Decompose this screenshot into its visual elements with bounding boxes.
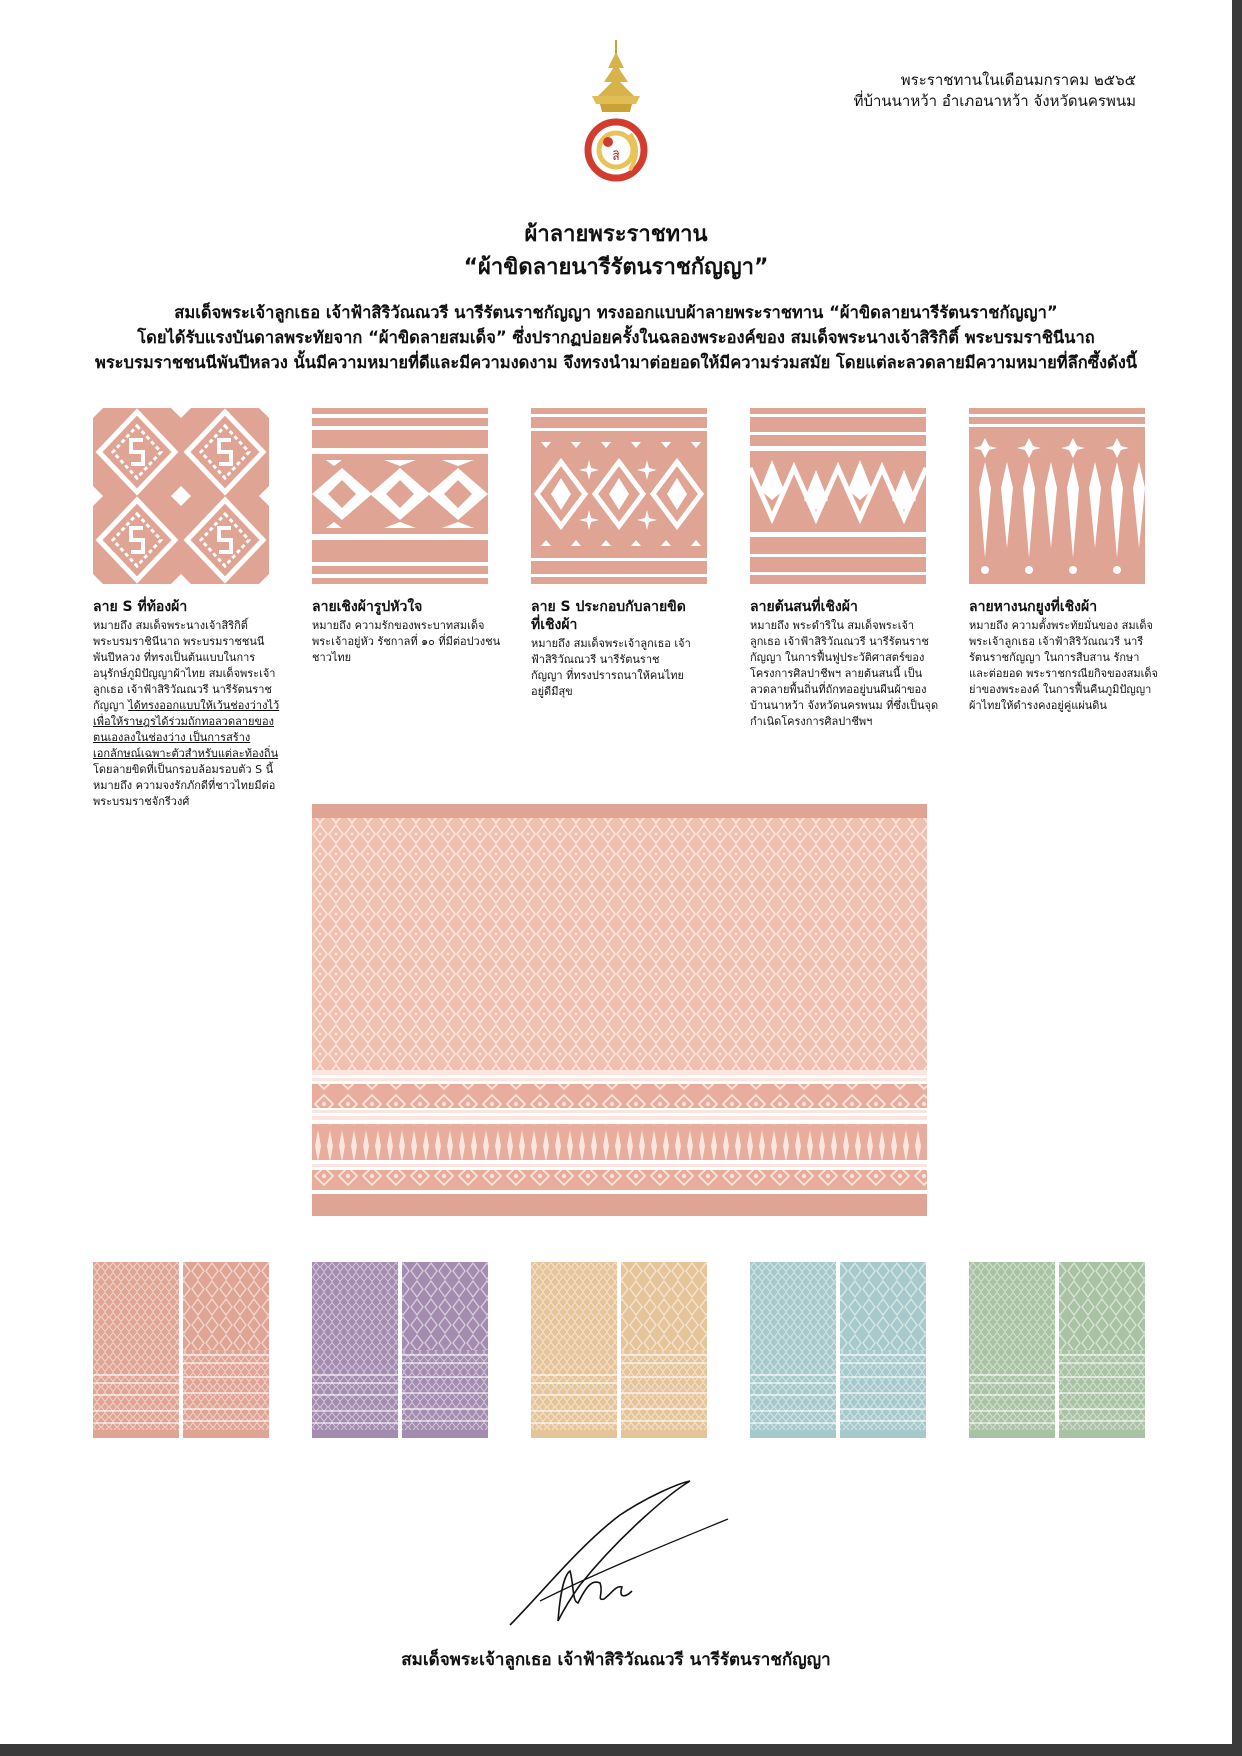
signer-name: สมเด็จพระเจ้าลูกเธอ เจ้าฟ้าสิริวัณณวรี นารีรัตนราชกัญญา <box>401 1650 831 1670</box>
pattern-text <box>93 618 283 810</box>
pattern-swatch-heart-border <box>312 408 488 584</box>
pattern-desc-heart-border <box>312 598 502 666</box>
pattern-title: ลายหางนกยูงที่เชิงผ้า <box>969 599 1098 615</box>
date-location <box>854 70 1136 112</box>
pattern-text-part: หมายถึง สมเด็จพระนางเจ้าสิริกิติ์ พระบรมราชินีนาถ พระบรมราชชนนีพันปีหลวง ที่ทรงเป็นต้นแบบในการอนุรักษ์ภูมิปัญญาผ้าไทย สมเด็จพระเจ้าลูกเธอ เจ้าฟ้าสิริวัณณวรี นารีรัตนราชกัญญา <box>93 619 276 712</box>
colorway-swatch-blue <box>750 1262 926 1438</box>
document-title <box>0 218 1232 284</box>
pattern-title: ลายต้นสนที่เชิงผ้า <box>750 599 858 615</box>
pattern-text-underlined: ได้ทรงออกแบบให้เว้นช่องว่างไว้ เพื่อให้ราษฎรได้ร่วมถักทอลวดลายของตนเองลงในช่องว่าง เป็นการสร้างเอกลักษณ์เฉพาะตัวสำหรับแต่ละท้องถิ่น <box>93 699 280 760</box>
intro-line-2: โดยได้รับแรงบันดาลพระทัยจาก “ผ้าขิดลายสมเด็จ” ซึ่งปรากฏบ่อยครั้งในฉลองพระองค์ของ สมเด็จพระนางเจ้าสิริกิติ์ พระบรมราชินีนาถ <box>137 328 1095 347</box>
signature-icon <box>500 1475 740 1635</box>
pattern-desc-s-body <box>93 598 283 810</box>
title-line-2: “ผ้าขิดลายนารีรัตนราชกัญญา” <box>463 255 769 280</box>
pattern-text: หมายถึง พระดำริใน สมเด็จพระเจ้าลูกเธอ เจ้าฟ้าสิริวัณณวรี นารีรัตนราชกัญญา ในการฟื้นฟูประวัติศาสตร์ของโครงการศิลปาชีพฯ ลายต้นสนนี้ เป็นลวดลายพื้นถิ่นที่ถักทออยู่บนผืนผ้าของบ้านนาหว้า จังหวัดนครพนม ที่ซึ่งเป็นจุดกำเนิดโครงการศิลปาชีพฯ <box>750 619 939 728</box>
pattern-text: หมายถึง ความรักของพระบาทสมเด็จพระเจ้าอยู่หัว รัชกาลที่ ๑๐ ที่มีต่อปวงชนชาวไทย <box>312 619 501 664</box>
pattern-swatch-peacock-border <box>969 408 1145 584</box>
pattern-desc-pine-border <box>750 598 940 730</box>
royal-emblem-icon <box>578 38 654 190</box>
pattern-text-part: โดยลายขิดที่เป็นกรอบล้อมรอบตัว S นี้ หมายถึง ความจงรักภักดีที่ชาวไทยมีต่อพระบรมราชจักรีวงศ์ <box>93 763 276 808</box>
pattern-text: หมายถึง สมเด็จพระเจ้าลูกเธอ เจ้าฟ้าสิริวัณณวรี นารีรัตนราชกัญญา ที่ทรงปรารถนาให้คนไทยอยู่ดีมีสุข <box>531 637 691 698</box>
intro-line-3: พระบรมราชชนนีพันปีหลวง นั้นมีความหมายที่ดีและมีความงดงาม จึงทรงนำมาต่อยอดให้มีความร่วมสมัย โดยแต่ละลวดลายมีความหมายที่ลึกซึ้งดังนี้ <box>94 353 1138 372</box>
pattern-swatch-s-khit-border <box>531 408 707 584</box>
colorway-swatch-green <box>969 1262 1145 1438</box>
pattern-swatch-pine-border <box>750 408 926 584</box>
colorway-swatch-pink <box>93 1262 269 1438</box>
intro-line-1: สมเด็จพระเจ้าลูกเธอ เจ้าฟ้าสิริวัณณวรี นารีรัตนราชกัญญา ทรงออกแบบผ้าลายพระราชทาน “ผ้าขิดลายนารีรัตนราชกัญญา” <box>174 303 1058 322</box>
pattern-title: ลายเชิงผ้ารูปหัวใจ <box>312 599 423 615</box>
pattern-title: ลาย S ประกอบกับลายขิดที่เชิงผ้า <box>531 599 686 633</box>
date-line: พระราชทานในเดือนมกราคม ๒๕๖๕ <box>900 71 1136 89</box>
pattern-desc-peacock-border <box>969 598 1159 714</box>
colorway-swatch-purple <box>312 1262 488 1438</box>
full-fabric-pattern <box>312 804 927 1216</box>
emblem-letters: สิ <box>612 149 620 163</box>
pattern-swatch-s-body <box>93 408 269 584</box>
pattern-title: ลาย S ที่ท้องผ้า <box>93 599 188 615</box>
colorway-swatch-yellow <box>531 1262 707 1438</box>
intro-paragraph <box>70 300 1162 375</box>
title-line-1: ผ้าลายพระราชทาน <box>524 222 708 247</box>
pattern-text: หมายถึง ความตั้งพระทัยมั่นของ สมเด็จพระเจ้าลูกเธอ เจ้าฟ้าสิริวัณณวรี นารีรัตนราชกัญญา ในการสืบสาน รักษาและต่อยอด พระราชกรณียกิจของสมเด็จย่าของพระองค์ ในการฟื้นคืนภูมิปัญญาผ้าไทยให้ดำรงคงอยู่คู่แผ่นดิน <box>969 619 1158 712</box>
pattern-desc-s-khit-border <box>531 598 691 700</box>
location-line: ที่บ้านนาหว้า อำเภอนาหว้า จังหวัดนครพนม <box>853 92 1136 110</box>
